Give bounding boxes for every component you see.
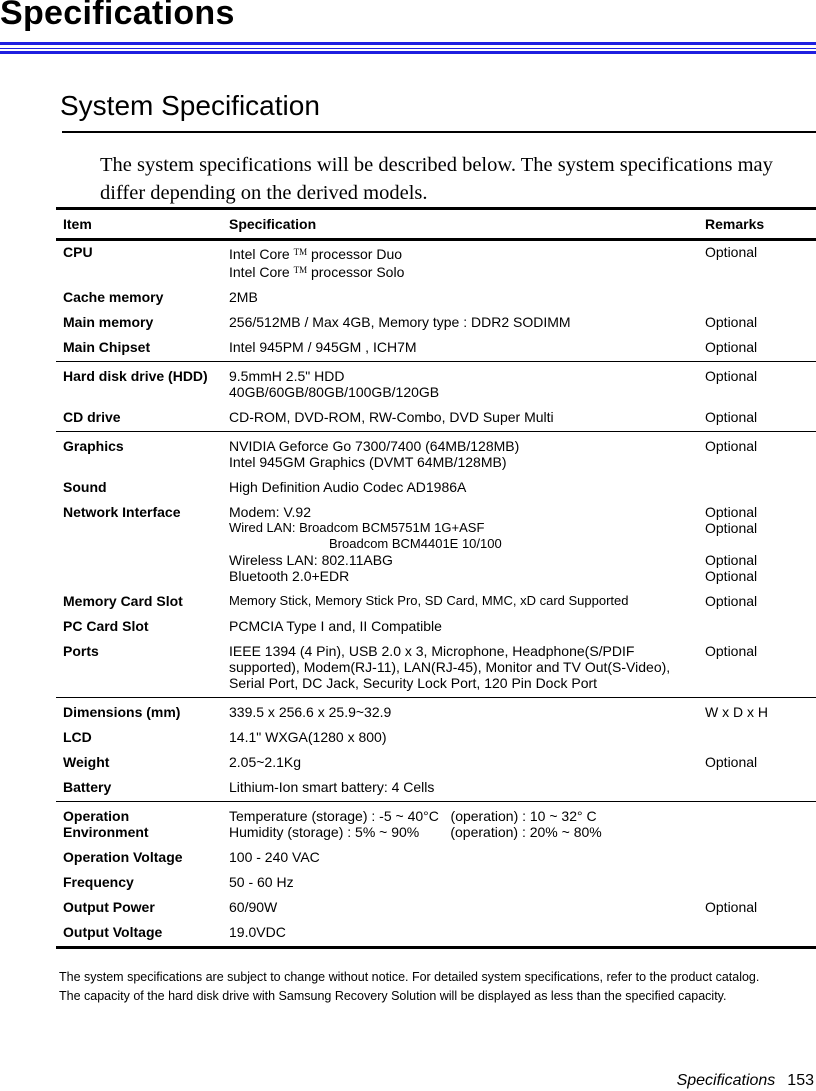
table-row <box>56 846 816 871</box>
row-remarks: Optional <box>698 362 816 407</box>
row-item: PC Card Slot <box>63 618 149 634</box>
row-spec: 19.0VDC <box>222 921 698 948</box>
row-remarks: Optional <box>705 754 758 770</box>
row-item: CPU <box>63 244 93 260</box>
footer-section: Specifications <box>676 1072 776 1089</box>
row-item: Hard disk drive (HDD) <box>56 362 222 407</box>
row-spec: High Definition Audio Codec AD1986A <box>229 479 467 495</box>
row-remarks <box>698 871 816 896</box>
row-remarks: W x D x H <box>698 698 816 727</box>
row-item: Operation Voltage <box>63 849 183 865</box>
table-row <box>56 640 816 698</box>
table-row <box>56 432 816 477</box>
row-item: CD drive <box>63 409 121 425</box>
table-row <box>56 615 816 640</box>
table-row <box>56 751 816 776</box>
section-title: System Specification <box>60 90 320 121</box>
row-item: Network Interface <box>63 504 181 520</box>
row-spec: PCMCIA Type I and, II Compatible <box>229 618 442 634</box>
row-spec: Modem: V.92 Wired LAN: Broadcom BCM5751M 1G+ASF Broadcom BCM4401E 10/100 Wireless LAN: 802.11ABG Bluetooth 2.0+EDR <box>229 504 502 584</box>
table-row <box>56 336 816 362</box>
row-remarks: Optional <box>705 409 758 425</box>
table-row <box>56 590 816 615</box>
row-spec: 100 - 240 VAC <box>229 849 320 865</box>
row-spec: Intel Core ™ processor Duo Intel Core ™ processor Solo <box>229 246 405 280</box>
row-remarks <box>698 726 816 751</box>
table-header-row <box>56 209 816 240</box>
table-row <box>56 501 816 590</box>
row-item: Dimensions (mm) <box>56 698 222 727</box>
row-remarks <box>698 615 816 640</box>
row-spec: 60/90W <box>229 899 278 915</box>
row-item: Battery <box>63 779 112 795</box>
chapter-title: Specifications <box>0 0 235 32</box>
row-item: Operation Environment <box>56 802 222 847</box>
row-spec: 339.5 x 256.6 x 25.9~32.9 <box>222 698 698 727</box>
title-rule <box>0 42 816 56</box>
row-spec: NVIDIA Geforce Go 7300/7400 (64MB/128MB) Intel 945GM Graphics (DVMT 64MB/128MB) <box>222 432 698 477</box>
row-item: Weight <box>63 754 110 770</box>
table-row <box>56 802 816 847</box>
row-remarks: Optional <box>705 899 758 915</box>
table-row <box>56 286 816 311</box>
row-spec: IEEE 1394 (4 Pin), USB 2.0 x 3, Microphone, Headphone(S/PDIF supported), Modem(RJ-11), LAN(RJ-45), Monitor and TV Out(S-Video), Serial Port, DC Jack, Security Lock Port, 120 Pin Dock Port <box>229 643 671 691</box>
row-spec: Lithium-Ion smart battery: 4 Cells <box>229 779 435 795</box>
row-item: Memory Card Slot <box>63 593 183 609</box>
row-item: Output Power <box>63 899 155 915</box>
table-row <box>56 726 816 751</box>
spec-table <box>56 207 816 949</box>
row-spec: 2.05~2.1Kg <box>229 754 302 770</box>
table-row <box>56 240 816 287</box>
row-remarks <box>698 776 816 802</box>
footnotes <box>59 968 816 1006</box>
table-row <box>56 362 816 407</box>
row-item: Output Voltage <box>56 921 222 948</box>
table-row <box>56 476 816 501</box>
row-item: Main memory <box>63 314 154 330</box>
row-remarks <box>698 802 816 847</box>
row-item: Frequency <box>63 874 134 890</box>
row-item: Cache memory <box>63 289 164 305</box>
row-spec: Intel 945PM / 945GM , ICH7M <box>229 339 417 355</box>
table-row <box>56 698 816 727</box>
row-remarks: Optional Optional Optional Optional <box>705 504 758 584</box>
row-item: Main Chipset <box>63 339 151 355</box>
row-remarks <box>698 286 816 311</box>
footnote-2: The capacity of the hard disk drive with Samsung Recovery Solution will be displayed as less than the specified capacity. <box>59 989 727 1003</box>
row-remarks <box>698 921 816 948</box>
row-remarks: Optional <box>705 339 758 355</box>
table-row <box>56 776 816 802</box>
row-spec: Temperature (storage) : -5 ~ 40°C (operation) : 10 ~ 32° C Humidity (storage) : 5% ~ 90% (operation) : 20% ~ 80% <box>222 802 698 847</box>
row-remarks: Optional <box>705 593 758 609</box>
table-row <box>56 406 816 432</box>
row-item: Sound <box>63 479 107 495</box>
header-spec: Specification <box>222 209 698 240</box>
table-row <box>56 921 816 948</box>
row-remarks: Optional <box>705 314 758 330</box>
row-spec: 2MB <box>229 289 258 305</box>
row-remarks: Optional <box>698 432 816 477</box>
row-spec: Memory Stick, Memory Stick Pro, SD Card, MMC, xD card Supported <box>229 593 629 608</box>
intro-paragraph: The system specifications will be described below. The system specifications may differ depending on the derived models. <box>100 154 773 204</box>
row-remarks: Optional <box>705 244 758 260</box>
header-remarks: Remarks <box>698 209 816 240</box>
row-remarks <box>698 846 816 871</box>
row-spec: 50 - 60 Hz <box>229 874 294 890</box>
header-item: Item <box>56 209 222 240</box>
row-spec: 9.5mmH 2.5" HDD 40GB/60GB/80GB/100GB/120GB <box>222 362 698 407</box>
footnote-1: The system specifications are subject to change without notice. For detailed system specifications, refer to the product catalog. <box>59 970 760 984</box>
row-item: LCD <box>63 729 92 745</box>
row-remarks <box>698 476 816 501</box>
table-row <box>56 311 816 336</box>
page-footer <box>677 1072 814 1090</box>
row-item: Graphics <box>56 432 222 477</box>
section-rule <box>62 131 816 133</box>
row-item: Ports <box>63 643 99 659</box>
table-row <box>56 871 816 896</box>
row-spec: 256/512MB / Max 4GB, Memory type : DDR2 SODIMM <box>229 314 571 330</box>
row-spec: CD-ROM, DVD-ROM, RW-Combo, DVD Super Multi <box>229 409 554 425</box>
page-number: 153 <box>787 1072 814 1089</box>
row-spec: 14.1" WXGA(1280 x 800) <box>229 729 387 745</box>
row-remarks: Optional <box>705 643 758 659</box>
table-row <box>56 896 816 921</box>
